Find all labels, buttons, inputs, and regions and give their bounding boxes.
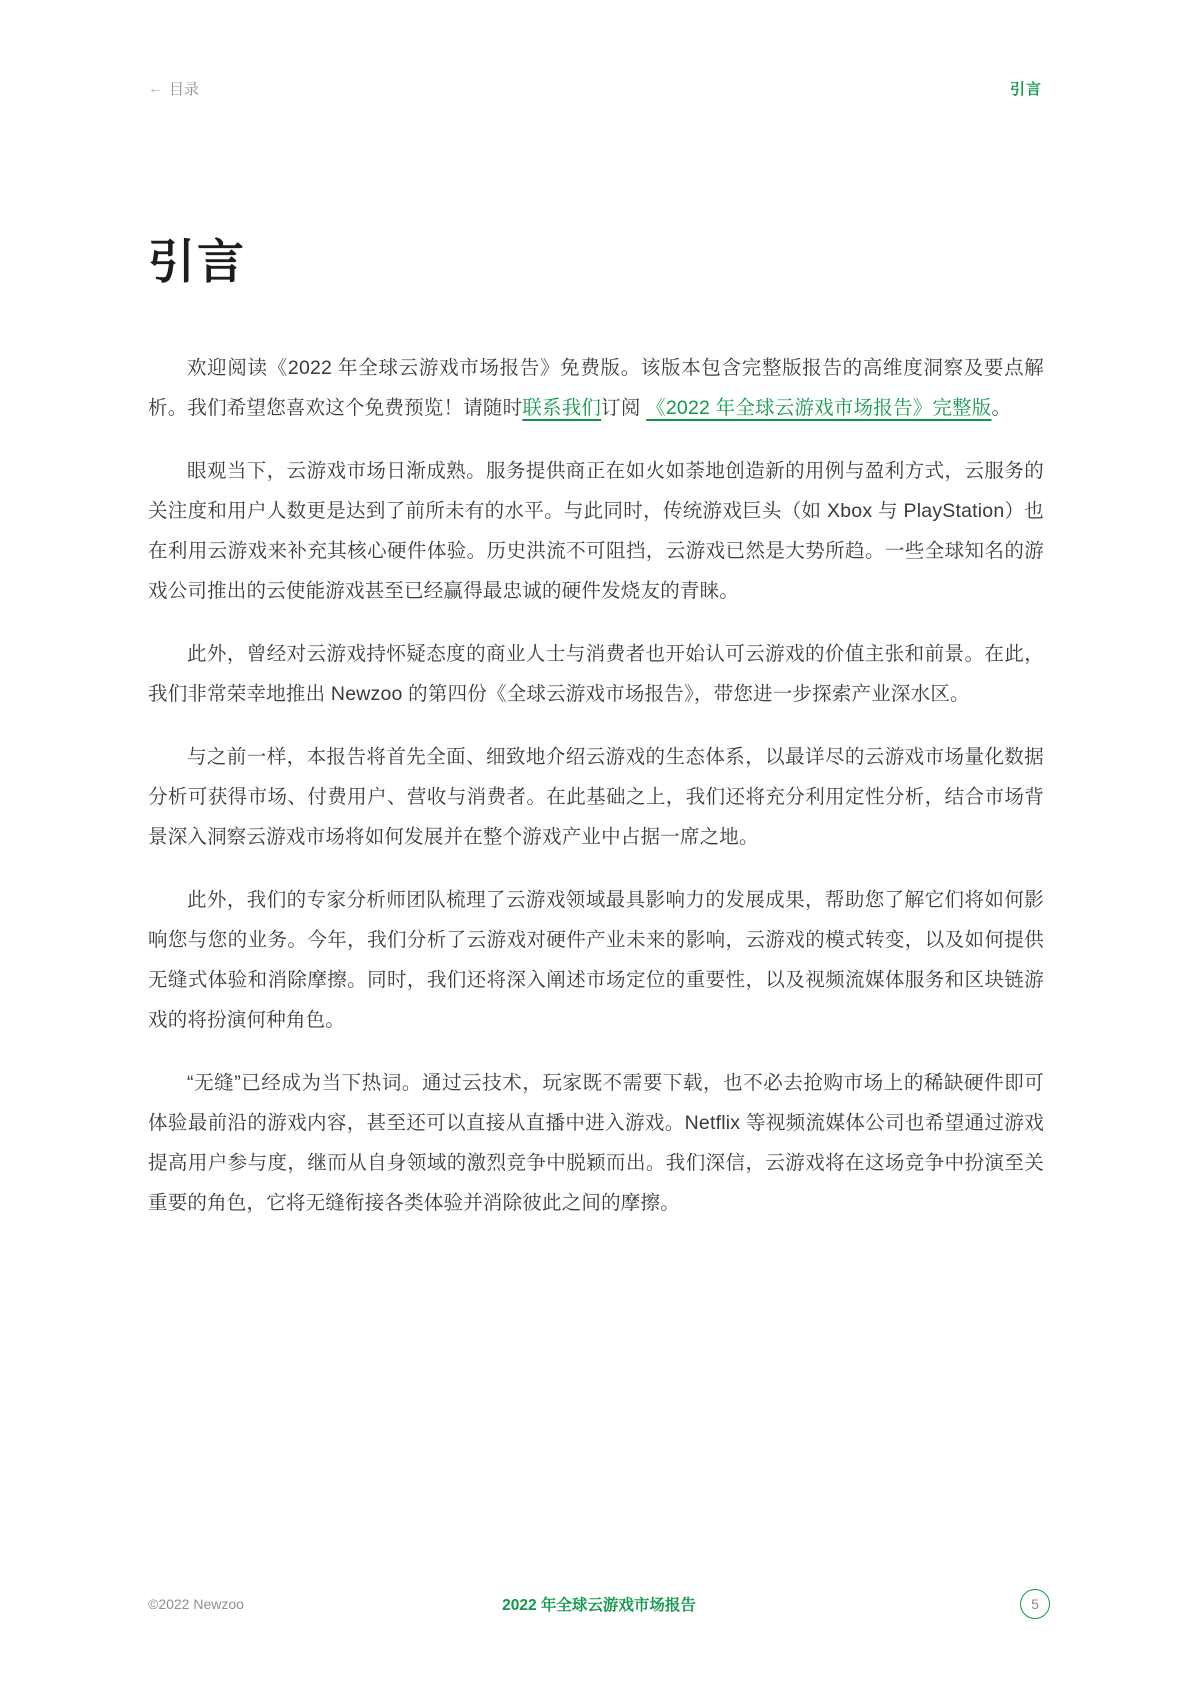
paragraph (148, 634, 1044, 714)
paragraph (148, 451, 1044, 611)
page-title: 引言 (148, 235, 246, 288)
back-to-toc-link[interactable] (148, 78, 199, 99)
paragraph-text: 眼观当下，云游戏市场日渐成熟。服务提供商正在如火如荼地创造新的用例与盈利方式，云服务的关注度和用户人数更是达到了前所未有的水平。与此同时，传统游戏巨头（如 Xbox 与 PlayStation）也在利用云游戏来补充其核心硬件体验。历史洪流不可阻挡，云游戏已然是大势所趋。一些全球知名的游戏公司推出的云使能游戏甚至已经赢得最忠诚的硬件发烧友的青睐。 (148, 460, 1044, 602)
back-arrow-icon: ← (148, 80, 163, 97)
back-link-label: 目录 (169, 81, 200, 98)
paragraph-text: 与之前一样，本报告将首先全面、细致地介绍云游戏的生态体系，以最详尽的云游戏市场量化数据分析可获得市场、付费用户、营收与消费者。在此基础之上，我们还将充分利用定性分析，结合市场背景深入洞察云游戏市场将如何发展并在整个游戏产业中占据一席之地。 (148, 746, 1044, 848)
paragraph-text: 。 (991, 397, 1012, 419)
paragraph (148, 1063, 1044, 1223)
paragraph-text: “无缝”已经成为当下热词。通过云技术，玩家既不需要下载，也不必去抢购市场上的稀缺硬件即可体验最前沿的游戏内容，甚至还可以直接从直播中进入游戏。Netflix 等视频流媒体公司也希望通过游戏提高用户参与度，继而从自身领域的激烈竞争中脱颖而出。我们深信，云游戏将在这场竞争中扮演至关重要的角色，它将无缝衔接各类体验并消除彼此之间的摩擦。 (148, 1072, 1044, 1214)
page-header (148, 78, 1042, 99)
paragraph (148, 737, 1044, 857)
paragraphs (148, 348, 1044, 1223)
footer-doc-title: 2022 年全球云游戏市场报告 (502, 1597, 696, 1614)
full-report-link[interactable]: 《2022 年全球云游戏市场报告》完整版 (646, 397, 992, 419)
paragraph-text: 此外，曾经对云游戏持怀疑态度的商业人士与消费者也开始认可云游戏的价值主张和前景。在此，我们非常荣幸地推出 Newzoo 的第四份《全球云游戏市场报告》，带您进一步探索产业深水区。 (148, 643, 1044, 705)
footer-right (830, 1589, 1050, 1619)
copyright-text: ©2022 Newzoo (148, 1596, 244, 1612)
paragraph (148, 880, 1044, 1040)
contact-us-link[interactable]: 联系我们 (522, 397, 602, 419)
page-number-badge: 5 (1020, 1589, 1050, 1619)
paragraph-text: 此外，我们的专家分析师团队梳理了云游戏领域最具影响力的发展成果，帮助您了解它们将如何影响您与您的业务。今年，我们分析了云游戏对硬件产业未来的影响，云游戏的模式转变，以及如何提供无缝式体验和消除摩擦。同时，我们还将深入阐述市场定位的重要性，以及视频流媒体服务和区块链游戏的将扮演何种角色。 (148, 889, 1044, 1031)
section-label: 引言 (1009, 81, 1042, 98)
paragraph-text: 欢迎阅读《2022 年全球云游戏市场报告》免费版。该版本包含完整版报告的高维度洞察及要点解析。我们希望您喜欢这个免费预览！请随时 (148, 357, 1044, 419)
paragraph-text: 订阅 (601, 397, 647, 419)
page-footer (148, 1589, 1050, 1619)
paragraph (148, 348, 1044, 428)
page-content (148, 225, 1044, 1246)
